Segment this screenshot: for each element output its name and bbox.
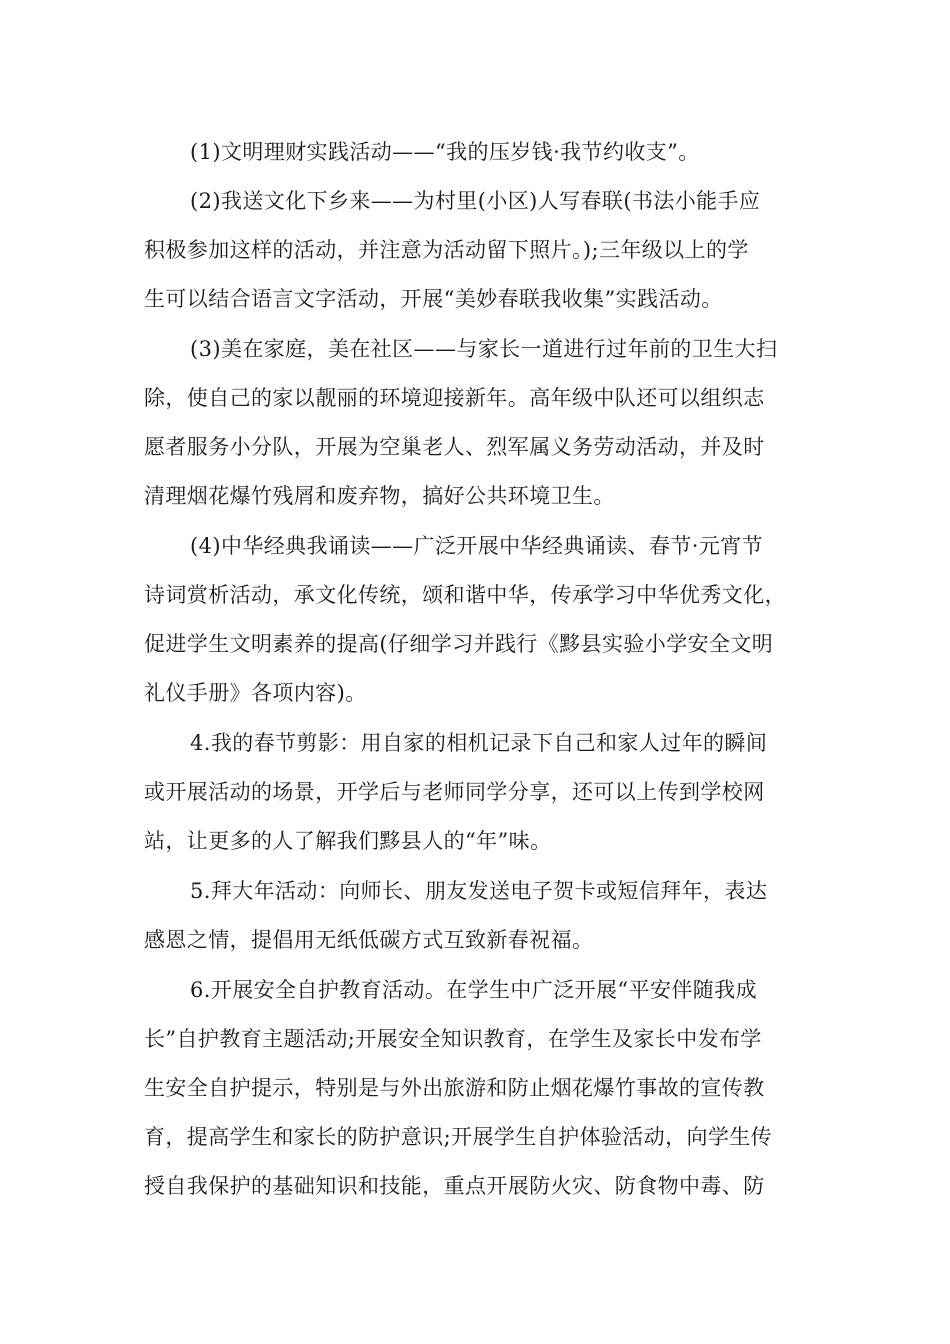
text-line: (2)我送文化下乡来——为村里(小区)人写春联(书法小能手应 [190,189,761,213]
text-line: 生安全自护提示，特别是与外出旅游和防止烟花爆竹事故的宣传教 [144,1076,765,1100]
text-line: 授自我保护的基础知识和技能，重点开展防火灾、防食物中毒、防 [144,1174,765,1198]
text-line: 愿者服务小分队，开展为空巢老人、烈军属义务劳动活动，并及时 [144,435,765,459]
text-line: 除，使自己的家以靓丽的环境迎接新年。高年级中队还可以组织志 [144,386,765,410]
text-line: (4)中华经典我诵读——广泛开展中华经典诵读、春节·元宵节 [190,534,764,558]
text-line: 或开展活动的场景，开学后与老师同学分享，还可以上传到学校网 [144,780,765,804]
text-line: 长”自护教育主题活动;开展安全知识教育，在学生及家长中发布学 [144,1027,762,1051]
text-line: 育，提高学生和家长的防护意识;开展学生自护体验活动，向学生传 [144,1125,773,1149]
text-line: 5.拜大年活动：向师长、朋友发送电子贺卡或短信拜年，表达 [190,879,768,903]
text-line: 站，让更多的人了解我们黟县人的“年”味。 [144,829,552,853]
text-line: (3)美在家庭，美在社区——与家长一道进行过年前的卫生大扫 [190,337,778,361]
text-line: 清理烟花爆竹残屑和废弃物，搞好公共环境卫生。 [144,484,615,508]
text-line: 促进学生文明素养的提高(仔细学习并践行《黟县实验小学安全文明 [144,632,774,656]
text-line: 积极参加这样的活动，并注意为活动留下照片。);三年级以上的学 [144,238,749,262]
text-line: (1)文明理财实践活动——“我的压岁钱·我节约收支”。 [190,140,700,164]
text-line: 4.我的春节剪影：用自家的相机记录下自己和家人过年的瞬间 [190,731,768,755]
text-line: 诗词赏析活动，承文化传统，颂和谐中华，传承学习中华优秀文化， [144,583,786,607]
text-line: 感恩之情，提倡用无纸低碳方式互致新春祝福。 [144,928,594,952]
text-line: 6.开展安全自护教育活动。在学生中广泛开展“平安伴随我成 [190,978,757,1002]
text-line: 生可以结合语言文字活动，开展“美妙春联我收集”实践活动。 [144,287,723,311]
text-line: 礼仪手册》各项内容)。 [144,681,367,705]
